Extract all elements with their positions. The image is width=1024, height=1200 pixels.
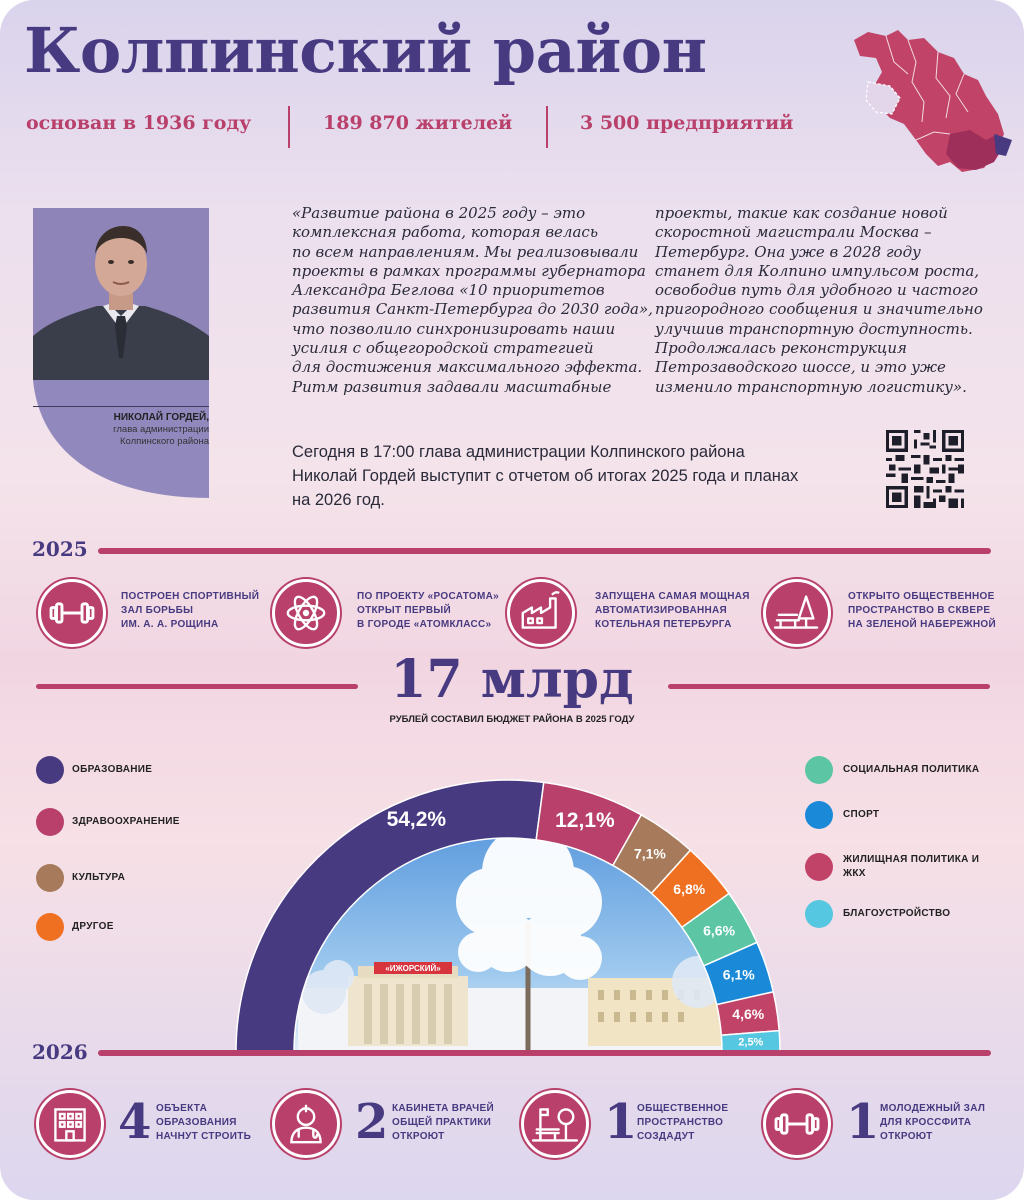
- budget-headline: 17 млрд: [390, 649, 634, 710]
- achievement-2025-text: ПОСТРОЕН СПОРТИВНЫЙ ЗАЛ БОРЬБЫ ИМ. А. А. РОЩИНА: [121, 591, 260, 630]
- stat-divider: [288, 106, 290, 148]
- person-name: НИКОЛАЙ ГОРДЕЙ,: [113, 412, 209, 423]
- budget-subtitle: РУБЛЕЙ СОСТАВИЛ БЮДЖЕТ РАЙОНА В 2025 ГОДУ: [389, 714, 635, 725]
- dumbbell-icon: [763, 1090, 831, 1158]
- year-2025-line: [98, 548, 991, 554]
- portrait-photo: [33, 208, 209, 380]
- legend-swatch: [36, 808, 64, 836]
- district-map-icon: [846, 22, 1014, 182]
- caption-divider: [33, 406, 209, 407]
- legend-swatch: [36, 864, 64, 892]
- plan-2026-text: ОБЪЕКТА ОБРАЗОВАНИЯ НАЧНУТ СТРОИТЬ: [156, 1103, 252, 1142]
- slice-data-label: 7,1%: [633, 845, 666, 862]
- plan-2026-text: ОБЩЕСТВЕННОЕ ПРОСТРАНСТВО СОЗДАДУТ: [637, 1103, 729, 1142]
- slice-data-label: 4,6%: [732, 1006, 765, 1023]
- plan-2026-text: МОЛОДЕЖНЫЙ ЗАЛ ДЛЯ КРОССФИТА ОТКРОЮТ: [880, 1103, 986, 1142]
- legend-label: ДРУГОЕ: [72, 921, 114, 932]
- plan-2026-number: 1: [604, 1094, 638, 1150]
- budget-chart: [228, 762, 788, 1062]
- legend-label: СОЦИАЛЬНАЯ ПОЛИТИКА: [843, 764, 980, 775]
- factory-icon: [507, 579, 575, 647]
- building-icon: [36, 1090, 104, 1158]
- legend-swatch: [805, 900, 833, 928]
- enterprises-stat: 3 500 предприятий: [580, 112, 794, 134]
- legend-swatch: [805, 801, 833, 829]
- year-2026-line: [98, 1050, 991, 1056]
- achievement-2025-text: ПО ПРОЕКТУ «РОСАТОМА» ОТКРЫТ ПЕРВЫЙ В ГОРОДЕ «АТОМКЛАСС»: [357, 591, 500, 630]
- legend-label: СПОРТ: [843, 809, 880, 820]
- quote-column-2: проекты, такие как создание новой скоростной магистрали Москва – Петербург. Она уже в 2028 году станет для Колпино импульсом роста, освободив путь для удобного и частого пригородного сообщения и значительно улучшив транспортную доступность. Продолжалась реконструкция Петрозаводского шоссе, и это уже изменило транспортную логистику».: [655, 204, 983, 396]
- year-2026-label: 2026: [32, 1040, 88, 1064]
- public-space-icon: [521, 1090, 589, 1158]
- legend-label: ЗДРАВООХРАНЕНИЕ: [72, 816, 180, 827]
- legend-label: ОБРАЗОВАНИЕ: [72, 764, 153, 775]
- plan-2026-number: 4: [118, 1094, 152, 1150]
- slice-data-label: 2,5%: [738, 1036, 764, 1049]
- legend-swatch: [36, 756, 64, 784]
- plan-2026-number: 2: [355, 1094, 389, 1150]
- year-2025-label: 2025: [32, 537, 88, 561]
- legend-swatch: [805, 756, 833, 784]
- achievement-2025-text: ЗАПУЩЕНА САМАЯ МОЩНАЯ АВТОМАТИЗИРОВАННАЯ КОТЕЛЬНАЯ ПЕТЕРБУРГА: [595, 591, 750, 630]
- population-stat: 189 870 жителей: [323, 112, 513, 134]
- page-title: Колпинский район: [24, 14, 707, 87]
- building-sign: «ИЖОРСКИЙ»: [385, 964, 441, 973]
- plan-2026-number: 1: [846, 1094, 880, 1150]
- slice-data-label: 6,1%: [722, 966, 755, 983]
- doctor-icon: [272, 1090, 340, 1158]
- slice-data-label: 12,1%: [555, 809, 615, 833]
- slice-data-label: 6,6%: [703, 922, 736, 939]
- legend-label: ЖИЛИЩНАЯ ПОЛИТИКА И ЖКХ: [843, 854, 980, 879]
- park-bench-icon: [763, 579, 831, 647]
- slice-data-label: 6,8%: [673, 880, 706, 897]
- quote-column-1: «Развитие района в 2025 году – это комплексная работа, которая велась по всем направлениям. Мы реализовывали проекты в рамках программы губернатора Александра Беглова «10 приоритетов развития Санкт-Петербурга до 2030 года», что позволило синхронизировать наши усилия с общегородской стратегией для достижения максимального эффекта. Ритм развития задавали масштабные: [292, 204, 653, 396]
- legend-label: БЛАГОУСТРОЙСТВО: [843, 908, 951, 919]
- dumbbell-icon: [38, 579, 106, 647]
- legend-swatch: [805, 853, 833, 881]
- announcement-text: Сегодня в 17:00 глава администрации Колпинского района Николай Гордей выступит с отчетом об итогах 2025 года и планах на 2026 год.: [292, 443, 799, 509]
- legend-label: КУЛЬТУРА: [72, 872, 126, 883]
- qr-code-icon[interactable]: [886, 430, 964, 508]
- legend-swatch: [36, 913, 64, 941]
- atom-icon: [272, 579, 340, 647]
- founded-stat: основан в 1936 году: [26, 112, 252, 134]
- person-role: глава администрации Колпинского района: [113, 424, 209, 447]
- plan-2026-text: КАБИНЕТА ВРАЧЕЙ ОБЩЕЙ ПРАКТИКИ ОТКРОЮТ: [392, 1103, 494, 1142]
- slice-data-label: 54,2%: [386, 808, 447, 832]
- achievement-2025-text: ОТКРЫТО ОБЩЕСТВЕННОЕ ПРОСТРАНСТВО В СКВЕРЕ НА ЗЕЛЕНОЙ НАБЕРЕЖНОЙ: [848, 591, 996, 630]
- stat-divider: [546, 106, 548, 148]
